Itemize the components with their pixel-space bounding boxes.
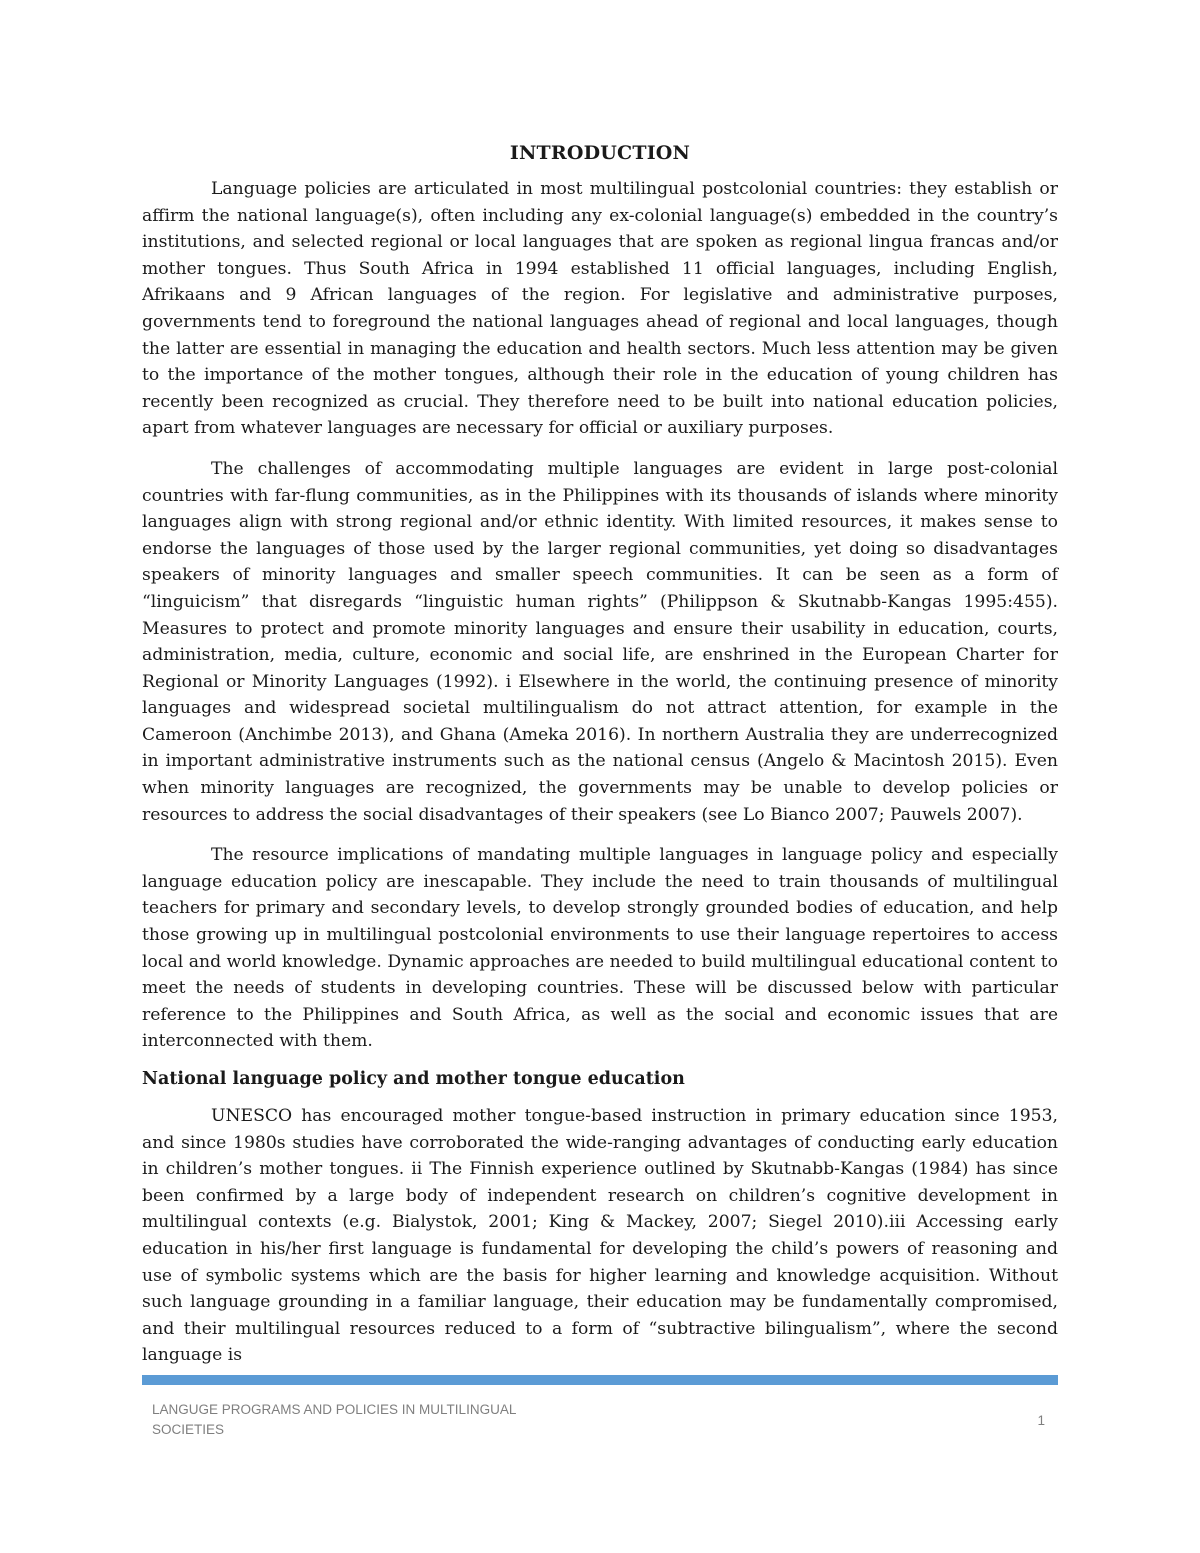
page-title: INTRODUCTION (509, 142, 691, 164)
page-body (142, 142, 1058, 1369)
footer-running-title: LANGUGE PROGRAMS AND POLICIES IN MULTILINGUAL SOCIETIES (152, 1402, 516, 1437)
section-paragraph-1: UNESCO has encouraged mother tongue-based instruction in primary education since 1953, and since 1980s studies have corroborated the wide-ranging advantages of conducting early education in children’s mother tongues. ii The Finnish experience outlined by Skutnabb-Kangas (1984) has since been confirmed by a large body of independent research on children’s cognitive development in multilingual contexts (e.g. Bialystok, 2001; King & Mackey, 2007; Siegel 2010).iii Accessing early education in his/her first language is fundamental for developing the child’s powers of reasoning and use of symbolic systems which are the basis for higher learning and knowledge acquisition. Without such language grounding in a familiar language, their education may be fundamentally compromised, and their multilingual resources reduced to a form of “subtractive bilingualism”, where the second language is (142, 1106, 1058, 1366)
footer-divider (142, 1375, 1058, 1385)
page-number: 1 (1037, 1413, 1045, 1428)
intro-paragraph-2: The challenges of accommodating multiple languages are evident in large post-colonial countries with far-flung communities, as in the Philippines with its thousands of islands where minority languages align with strong regional and/or ethnic identity. With limited resources, it makes sense to endorse the languages of those used by the larger regional communities, yet doing so disadvantages speakers of minority languages and smaller speech communities. It can be seen as a form of “linguicism” that disregards “linguistic human rights” (Philippson & Skutnabb-Kangas 1995:455). Measures to protect and promote minority languages and ensure their usability in education, courts, administration, media, culture, economic and social life, are enshrined in the European Charter for Regional or Minority Languages (1992). i Elsewhere in the world, the continuing presence of minority languages and widespread societal multilingualism do not attract attention, for example in the Cameroon (Anchimbe 2013), and Ghana (Ameka 2016). In northern Australia they are underrecognized in important administrative instruments such as the national census (Angelo & Macintosh 2015). Even when minority languages are recognized, the governments may be unable to develop policies or resources to address the social disadvantages of their speakers (see Lo Bianco 2007; Pauwels 2007). (142, 458, 1058, 825)
intro-paragraph-1: Language policies are articulated in most multilingual postcolonial countries: they establish or affirm the national language(s), often including any ex-colonial language(s) embedded in the country’s institutions, and selected regional or local languages that are spoken as regional lingua francas and/or mother tongues. Thus South Africa in 1994 established 11 official languages, including English, Afrikaans and 9 African languages of the region. For legislative and administrative purposes, governments tend to foreground the national languages ahead of regional and local languages, though the latter are essential in managing the education and health sectors. Much less attention may be given to the importance of the mother tongues, although their role in the education of young children has recently been recognized as crucial. They therefore need to be built into national education policies, apart from whatever languages are necessary for official or auxiliary purposes. (142, 179, 1058, 439)
section-heading: National language policy and mother tongue education (142, 1069, 685, 1089)
intro-paragraph-3: The resource implications of mandating multiple languages in language policy and especially language education policy are inescapable. They include the need to train thousands of multilingual teachers for primary and secondary levels, to develop strongly grounded bodies of education, and help those growing up in multilingual postcolonial environments to use their language repertoires to access local and world knowledge. Dynamic approaches are needed to build multilingual educational content to meet the needs of students in developing countries. These will be discussed below with particular reference to the Philippines and South Africa, as well as the social and economic issues that are interconnected with them. (142, 845, 1058, 1052)
